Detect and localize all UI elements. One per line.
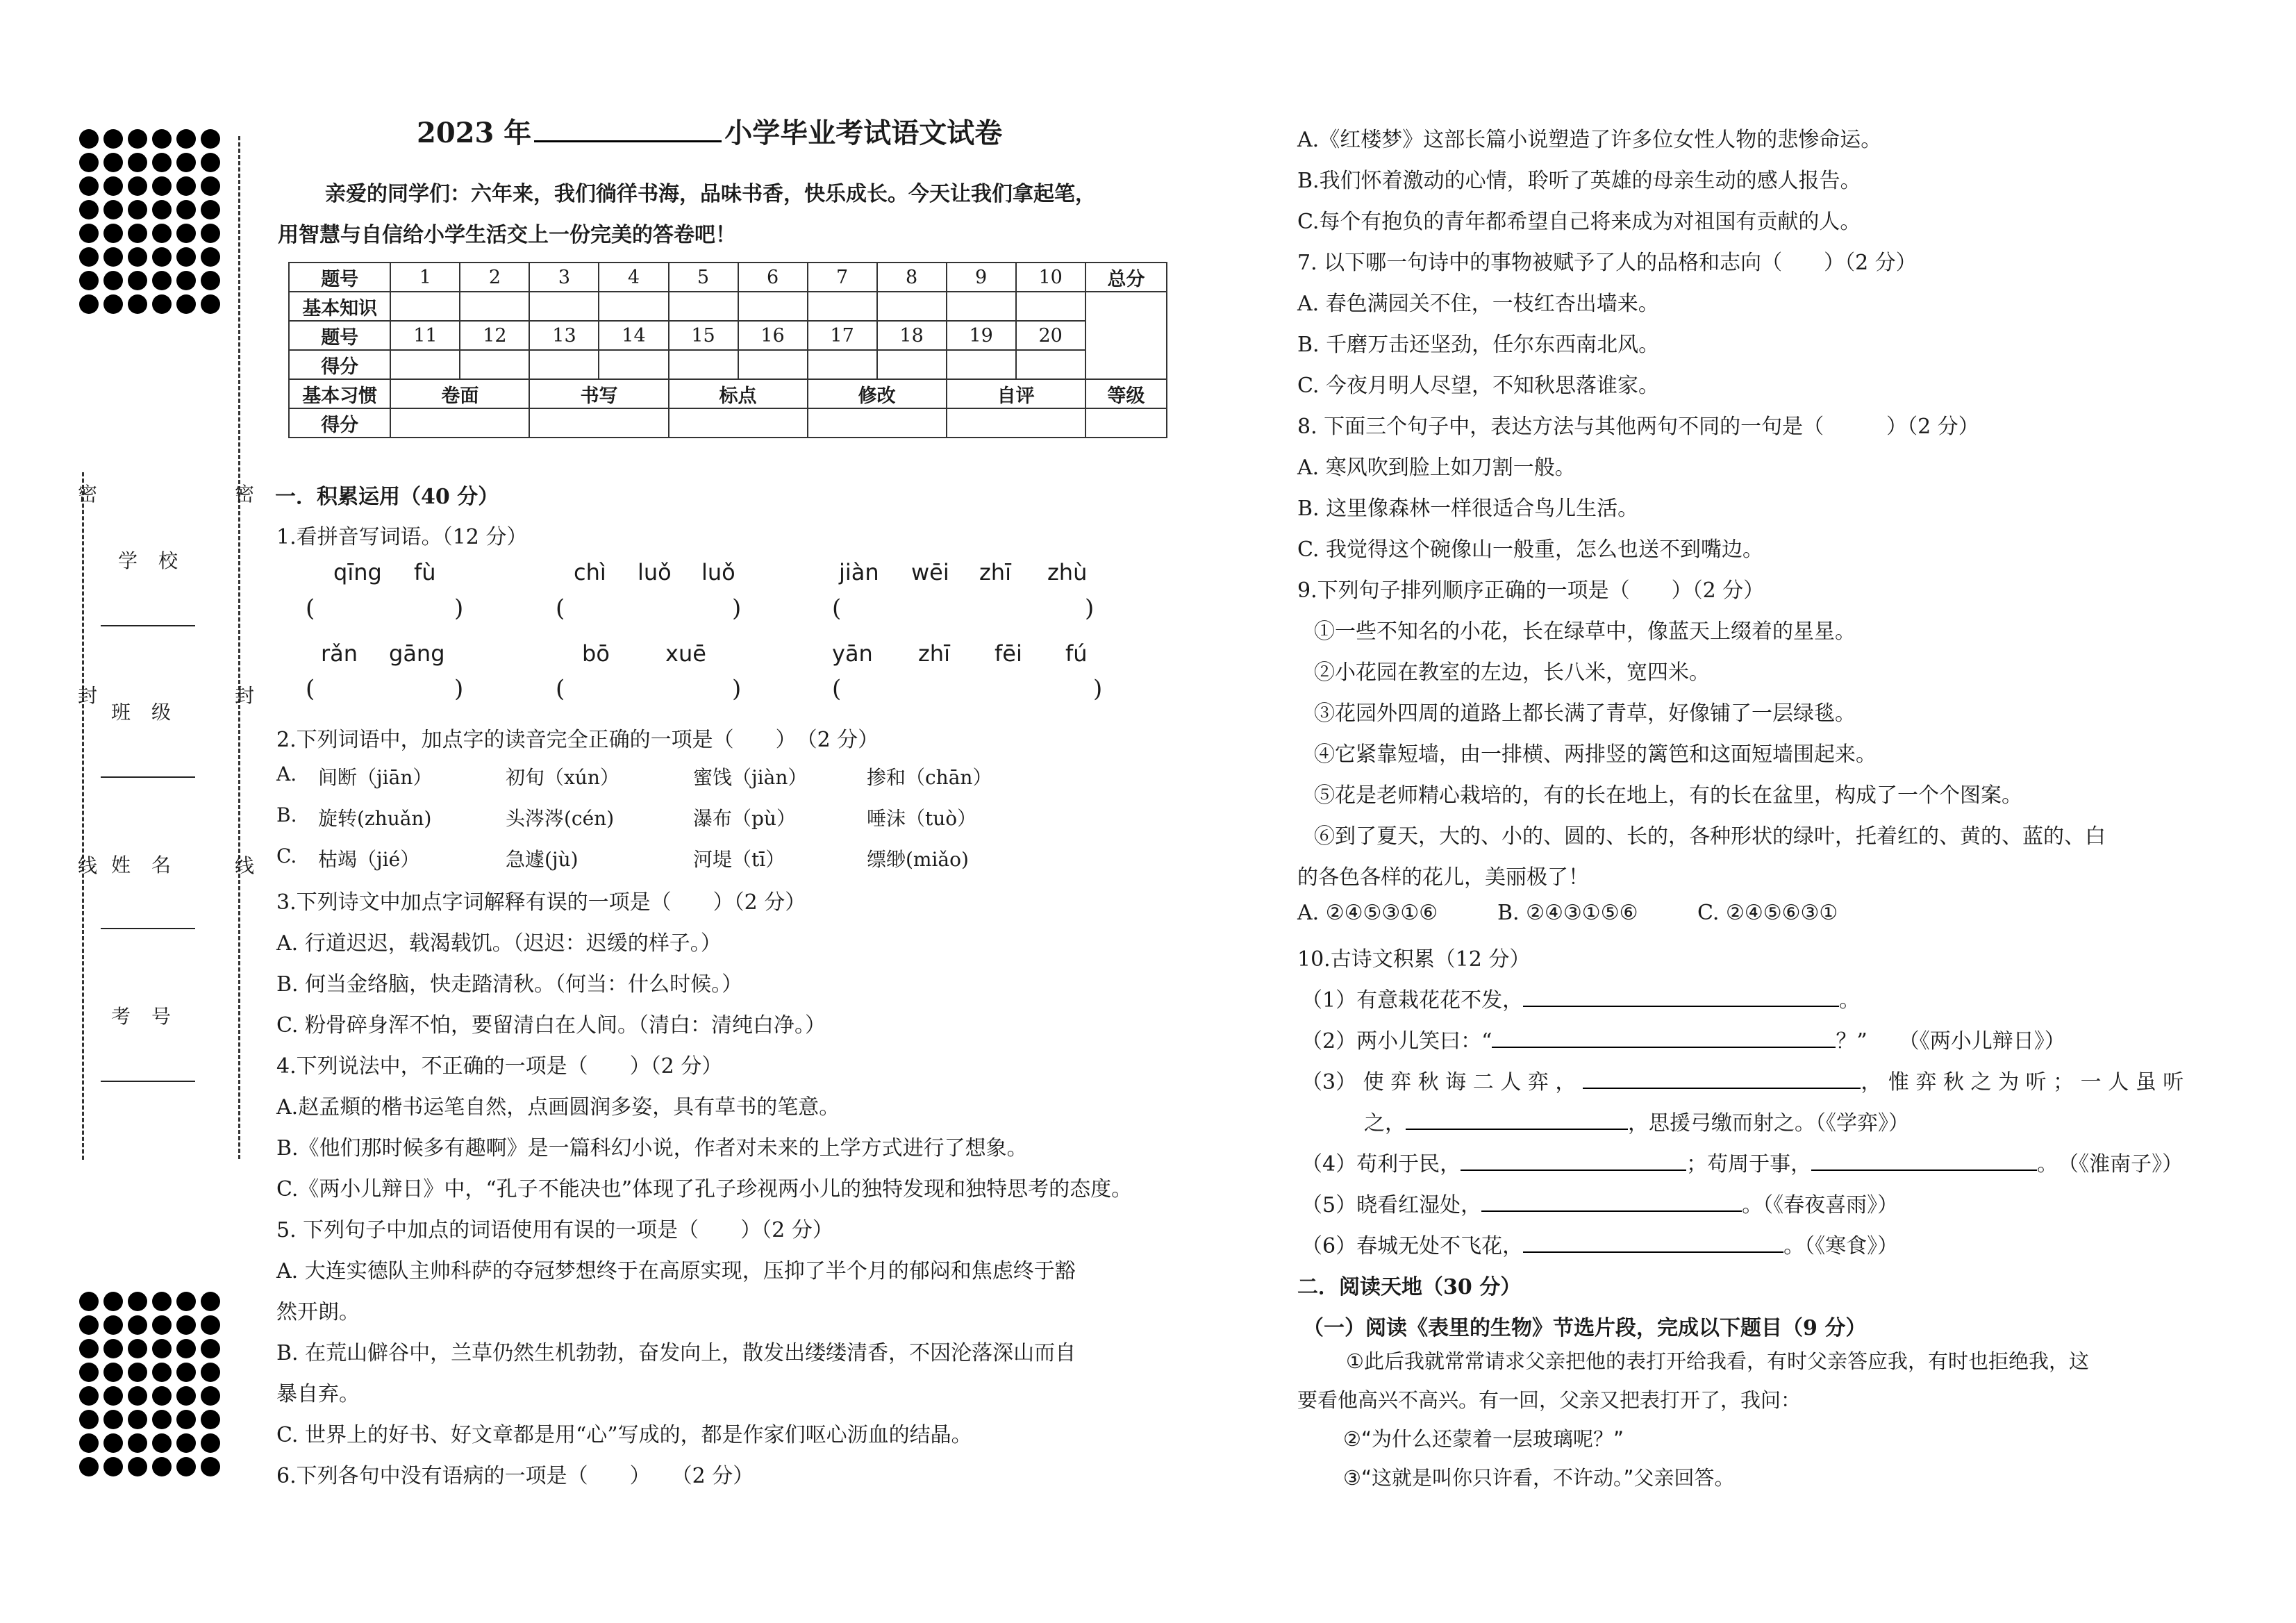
binding-dot [176, 294, 196, 314]
pinyin: zhī [979, 559, 1011, 585]
score-cell[interactable] [738, 350, 808, 379]
binding-dot [176, 1339, 196, 1358]
binding-dot [152, 1410, 172, 1429]
school-blank[interactable] [101, 625, 195, 626]
cell-q9: 9 [947, 263, 1016, 292]
seal-char-xian-inner: 线 [235, 854, 255, 877]
binding-dot [152, 129, 172, 149]
reading1-title: （一）阅读《表里的生物》节选片段，完成以下题目（9 分） [1303, 1316, 1867, 1340]
pinyin-answer-2[interactable] [569, 594, 729, 622]
q2-option-c: C. 枯竭（jié） 急遽(jù) 河堤（tī） 缥缈(miǎo) [276, 844, 969, 871]
class-blank[interactable] [101, 776, 195, 778]
pinyin: luǒ [638, 559, 672, 585]
score-row-4 [289, 350, 1167, 379]
q10-blank-2[interactable] [1492, 1027, 1836, 1048]
cell-q2: 2 [460, 263, 529, 292]
score-row-3 [289, 321, 1167, 350]
binding-dot [79, 129, 99, 149]
pinyin: fēi [995, 640, 1022, 667]
seal-char-xian: 线 [78, 854, 98, 877]
binding-dot [201, 247, 220, 267]
cell-q15: 15 [669, 321, 738, 350]
binding-dot [103, 1292, 123, 1311]
binding-dot [103, 1315, 123, 1335]
binding-dot [128, 153, 147, 172]
binding-dot [176, 1457, 196, 1476]
pinyin-answer-4[interactable] [319, 675, 451, 703]
q2-stem: 2.下列词语中，加点字的读音完全正确的一项是（ ） （2 分） [276, 728, 879, 752]
score-cell[interactable] [669, 408, 808, 438]
binding-dot [128, 176, 147, 196]
q10-line-6: （6）春城无处不飞花， 。（《寒食》） [1301, 1229, 1898, 1259]
q10-blank-8[interactable] [1523, 1232, 1783, 1253]
binding-dot [103, 294, 123, 314]
title-suffix: 小学毕业考试语文试卷 [724, 117, 1003, 149]
section2-title: 二．阅读天地（30 分） [1297, 1275, 1522, 1299]
seal-char-feng: 封 [78, 684, 98, 707]
cell-juanmian: 卷面 [390, 379, 529, 408]
q10-stem: 10.古诗文积累（12 分） [1297, 947, 1531, 972]
q5-option-c: C. 世界上的好书、好文章都是用“心”写成的，都是作家们呕心沥血的结晶。 [276, 1423, 972, 1447]
binding-dot [103, 129, 123, 149]
score-cell[interactable] [947, 408, 1085, 438]
cell-xiugai: 修改 [808, 379, 947, 408]
q9-option-a[interactable]: A. ②④⑤③①⑥ [1297, 901, 1438, 925]
q9-sentence-6-line1: ⑥到了夏天，大的、小的、圆的、长的，各种形状的绿叶，托着红的、黄的、蓝的、白 [1314, 824, 2106, 849]
seal-char-mi-inner: 密 [235, 483, 255, 506]
q10-blank-7[interactable] [1481, 1191, 1742, 1212]
pinyin: fú [1065, 640, 1088, 667]
score-cell[interactable] [390, 350, 460, 379]
binding-dot [201, 1315, 220, 1335]
binding-dot [201, 153, 220, 172]
binding-dot [152, 1386, 172, 1406]
binding-dot [128, 247, 147, 267]
cell-label-defen: 得分 [289, 350, 390, 379]
binding-dot [128, 1433, 147, 1453]
q7-option-c: C. 今夜月明人尽望，不知秋思落谁家。 [1297, 374, 1659, 398]
score-row-2 [289, 292, 1167, 321]
cell-q7: 7 [808, 263, 877, 292]
binding-dot [79, 1386, 99, 1406]
pinyin: zhī [918, 640, 950, 667]
score-row-1 [289, 263, 1167, 292]
binding-dot [201, 1410, 220, 1429]
q10-line-4: （4）苟利于民， ；苟周于事， 。 （《淮南子》） [1301, 1147, 2183, 1177]
binding-dash-line-inner [238, 136, 240, 1159]
q4-option-b: B.《他们那时候多有趣啊》是一篇科幻小说，作者对未来的上学方式进行了想象。 [276, 1136, 1028, 1160]
cell-q20: 20 [1016, 321, 1085, 350]
cell-q1: 1 [390, 263, 460, 292]
score-cell[interactable] [877, 292, 947, 321]
binding-dot [201, 224, 220, 243]
binding-dot [152, 176, 172, 196]
cell-q8: 8 [877, 263, 947, 292]
binding-dot [79, 1315, 99, 1335]
q5-option-a-line2: 然开朗。 [276, 1300, 360, 1324]
score-row-5 [289, 379, 1167, 408]
cell-total-label: 总分 [1085, 263, 1167, 292]
binding-dot [152, 1315, 172, 1335]
pinyin: xuē [665, 640, 706, 667]
cell-q17: 17 [808, 321, 877, 350]
cell-label-xiguan: 基本习惯 [289, 379, 390, 408]
binding-dot [103, 1386, 123, 1406]
binding-dot [103, 176, 123, 196]
binding-dot [176, 1386, 196, 1406]
cell-q6: 6 [738, 263, 808, 292]
pinyin: yān [832, 640, 873, 667]
binding-dot [152, 1433, 172, 1453]
pinyin: bō [582, 640, 610, 667]
intro-line-2: 用智慧与自信给小学生活交上一份完美的答卷吧！ [278, 223, 736, 247]
q9-options [1297, 901, 1838, 925]
cell-label-jiben: 基本知识 [289, 292, 390, 321]
q10-line-3: （3） 使 弈 秋 诲 二 人 弈 ， ， 惟 弈 秋 之 为 听 ； 一 人 虽 听 [1301, 1065, 2183, 1095]
binding-dot [79, 1410, 99, 1429]
intro-text [278, 174, 1174, 256]
score-cell[interactable] [460, 350, 529, 379]
q5-option-a-line1: A. 大连实德队主帅科萨的夺冠梦想终于在高原实现，压抑了半个月的郁闷和焦虑终于豁 [276, 1259, 1076, 1283]
school-label: 学校 [118, 549, 199, 572]
binding-dots-top [79, 129, 222, 314]
q9-sentence-1: ①一些不知名的小花，长在绿草中，像蓝天上缀着的星星。 [1314, 619, 1856, 644]
pinyin: gāng [389, 640, 445, 667]
binding-dot [103, 153, 123, 172]
exam-no-label: 考号 [111, 1005, 192, 1028]
binding-dot [152, 271, 172, 290]
binding-dot [103, 1339, 123, 1358]
binding-dot [152, 1339, 172, 1358]
seal-char-feng-inner: 封 [235, 684, 255, 707]
binding-dot [128, 224, 147, 243]
binding-dot [152, 1363, 172, 1382]
q9-sentence-3: ③花园外四周的道路上都长满了青草，好像铺了一层绿毯。 [1314, 701, 1856, 726]
score-cell[interactable] [460, 292, 529, 321]
binding-dot [201, 271, 220, 290]
cell-ziping: 自评 [947, 379, 1085, 408]
score-cell[interactable] [1016, 292, 1085, 321]
binding-dot [201, 1433, 220, 1453]
cell-label-tihao-2: 题号 [289, 321, 390, 350]
binding-dot [201, 1363, 220, 1382]
q7-option-b: B. 千磨万击还坚劲，任尔东西南北风。 [1297, 333, 1660, 357]
q7-stem: 7. 以下哪一句诗中的事物被赋予了人的品格和志向（ ）（2 分） [1297, 251, 1917, 275]
score-cell[interactable] [390, 292, 460, 321]
binding-dot [176, 200, 196, 219]
binding-dot [201, 200, 220, 219]
score-cell[interactable] [529, 350, 599, 379]
q10-line-5: （5）晓看红湿处， 。（《春夜喜雨》） [1301, 1188, 1898, 1218]
q5-option-b-line2: 暴自弃。 [276, 1382, 360, 1406]
q10-blank-6[interactable] [1811, 1150, 2037, 1171]
q3-option-a: A. 行道迟迟，载渴载饥。（迟迟：迟缓的样子。） [276, 931, 722, 956]
q9-sentence-5: ⑤花是老师精心栽培的，有的长在地上，有的长在盆里，构成了一个个图案。 [1314, 783, 2022, 808]
pinyin: zhù [1047, 559, 1088, 585]
q5-option-b-line1: B. 在荒山僻谷中，兰草仍然生机勃勃，奋发向上，散发出缕缕清香，不因沦落深山而自 [276, 1341, 1076, 1365]
title-year: 2023 年 [417, 117, 532, 149]
reading1-para1-line2: 要看他高兴不高兴。有一回，父亲又把表打开了，我问： [1297, 1388, 1802, 1412]
pinyin: jiàn [839, 559, 879, 585]
q10-line-3b: 之， ，思援弓缴而射之。（《学弈》） [1364, 1106, 1909, 1136]
binding-dot [103, 271, 123, 290]
score-cell[interactable] [1085, 408, 1167, 438]
binding-dot [128, 1339, 147, 1358]
q10-line-2: （2）两小儿笑曰：“ ？” （《两小儿辩日》） [1301, 1024, 2065, 1054]
page-title [417, 111, 1002, 151]
pinyin: chì [574, 559, 606, 585]
q4-option-c: C.《两小儿辩日》中，“孔子不能决也”体现了孔子珍视两小儿的独特发现和独特思考的态度。 [276, 1177, 1133, 1201]
q5-stem: 5. 下列句子中加点的词语使用有误的一项是（ ）（2 分） [276, 1218, 833, 1242]
score-cell[interactable] [808, 292, 877, 321]
binding-dot [201, 1457, 220, 1476]
exam-no-blank[interactable] [101, 1081, 195, 1082]
binding-dot [79, 200, 99, 219]
binding-dot [79, 271, 99, 290]
binding-dot [79, 1292, 99, 1311]
binding-dot [103, 1363, 123, 1382]
q3-option-b: B. 何当金络脑，快走踏清秋。（何当：什么时候。） [276, 972, 743, 997]
q4-stem: 4.下列说法中，不正确的一项是（ ）（2 分） [276, 1054, 723, 1079]
binding-dot [176, 1363, 196, 1382]
score-cell[interactable] [947, 292, 1016, 321]
q9-option-b[interactable]: B. ②④③①⑤⑥ [1497, 901, 1638, 925]
binding-dot [201, 1292, 220, 1311]
binding-dot [103, 200, 123, 219]
score-cell[interactable] [738, 292, 808, 321]
score-cell[interactable] [877, 350, 947, 379]
cell-dengji: 等级 [1085, 379, 1167, 408]
q8-option-b: B. 这里像森林一样很适合鸟儿生活。 [1297, 497, 1639, 521]
binding-dot [128, 1457, 147, 1476]
score-cell[interactable] [947, 350, 1016, 379]
name-label: 姓名 [111, 854, 192, 876]
cell-label-defen-2: 得分 [289, 408, 390, 438]
binding-dot [128, 1410, 147, 1429]
cell-label-tihao: 题号 [289, 263, 390, 292]
binding-dot [103, 224, 123, 243]
class-label: 班级 [111, 701, 192, 724]
cell-q10: 10 [1016, 263, 1085, 292]
pinyin-answer-1[interactable] [319, 594, 451, 622]
binding-dot [79, 1339, 99, 1358]
pinyin-answer-3[interactable] [846, 594, 1082, 622]
cell-q12: 12 [460, 321, 529, 350]
cell-q14: 14 [599, 321, 668, 350]
seal-char-mi: 密 [78, 483, 98, 506]
cell-biaodian: 标点 [669, 379, 808, 408]
cell-q16: 16 [738, 321, 808, 350]
binding-dot [176, 1292, 196, 1311]
pinyin: rǎn [321, 640, 358, 667]
intro-line-1: 亲爱的同学们：六年来，我们徜徉书海，品味书香，快乐成长。今天让我们拿起笔， [325, 182, 1096, 206]
score-cell[interactable] [529, 292, 599, 321]
cell-q13: 13 [529, 321, 599, 350]
binding-dot [152, 247, 172, 267]
name-blank[interactable] [101, 928, 195, 929]
binding-dot [201, 176, 220, 196]
binding-dot [103, 247, 123, 267]
q6-option-a: A.《红楼梦》这部长篇小说塑造了许多位女性人物的悲惨命运。 [1297, 128, 1882, 152]
reading1-para1-line1: ①此后我就常常请求父亲把他的表打开给我看，有时父亲答应我，有时也拒绝我，这 [1346, 1349, 2089, 1373]
pinyin-answer-5[interactable] [569, 675, 729, 703]
score-cell[interactable] [599, 292, 668, 321]
score-cell[interactable] [669, 292, 738, 321]
binding-dot [176, 271, 196, 290]
q1-stem: 1.看拼音写词语。（12 分） [276, 525, 528, 549]
q9-sentence-4: ④它紧靠短墙，由一排横、两排竖的篱笆和这面短墙围起来。 [1314, 742, 1877, 767]
q8-stem: 8. 下面三个句子中，表达方法与其他两句不同的一句是（ ）（2 分） [1297, 415, 1979, 439]
q10-blank-1[interactable] [1523, 986, 1839, 1007]
cell-q18: 18 [877, 321, 947, 350]
score-cell[interactable] [669, 350, 738, 379]
q4-option-a: A.赵孟頫的楷书运笔自然，点画圆润多姿，具有草书的笔意。 [276, 1095, 840, 1120]
binding-dot [79, 153, 99, 172]
binding-dot [152, 153, 172, 172]
cell-q5: 5 [669, 263, 738, 292]
score-table [288, 262, 1167, 438]
q2-option-a: A. 间断（jiān） 初旬（xún） 蜜饯（jiàn） 掺和（chān） [276, 763, 992, 789]
q10-blank-5[interactable] [1461, 1150, 1686, 1171]
binding-dot [201, 129, 220, 149]
q3-stem: 3.下列诗文中加点字词解释有误的一项是（ ）（2 分） [276, 890, 806, 915]
binding-dot [128, 1386, 147, 1406]
q10-blank-4[interactable] [1406, 1109, 1628, 1130]
binding-dot [128, 129, 147, 149]
score-cell[interactable] [1016, 350, 1085, 379]
q8-option-c: C. 我觉得这个碗像山一般重，怎么也送不到嘴边。 [1297, 538, 1763, 562]
cell-q11: 11 [390, 321, 460, 350]
binding-dot [176, 153, 196, 172]
binding-dot [103, 1410, 123, 1429]
total-score-cell[interactable] [1085, 292, 1167, 379]
binding-dot [152, 294, 172, 314]
q9-option-c[interactable]: C. ②④⑤⑥③① [1697, 901, 1838, 925]
score-cell[interactable] [808, 350, 877, 379]
cell-q4: 4 [599, 263, 668, 292]
q10-blank-3[interactable] [1583, 1068, 1861, 1089]
binding-dot [152, 1457, 172, 1476]
pinyin: wēi [911, 559, 949, 585]
binding-dot [176, 129, 196, 149]
binding-dot [176, 1433, 196, 1453]
binding-dot [176, 224, 196, 243]
binding-dots-bottom [79, 1292, 222, 1476]
reading1-para2: ②“为什么还蒙着一层玻璃呢？” [1343, 1427, 1624, 1451]
q7-option-a: A. 春色满园关不住，一枝红杏出墙来。 [1297, 292, 1659, 316]
score-cell[interactable] [808, 408, 947, 438]
pinyin: luǒ [701, 559, 735, 585]
binding-dot [152, 200, 172, 219]
binding-dot [201, 1339, 220, 1358]
binding-dot [79, 1433, 99, 1453]
reading1-para3: ③“这就是叫你只许看，不许动。”父亲回答。 [1343, 1466, 1735, 1490]
binding-dot [128, 1363, 147, 1382]
binding-dot [79, 176, 99, 196]
q9-stem: 9.下列句子排列顺序正确的一项是（ ）（2 分） [1297, 579, 1765, 603]
binding-dot [176, 1315, 196, 1335]
q6-option-b: B.我们怀着激动的心情，聆听了英雄的母亲生动的感人报告。 [1297, 169, 1861, 193]
binding-dot [201, 1386, 220, 1406]
q2-option-b: B. 旋转(zhuǎn) 头涔涔(cén) 瀑布（pù） 唾沫（tuò） [276, 804, 977, 830]
score-cell[interactable] [529, 408, 668, 438]
binding-dot [79, 1457, 99, 1476]
binding-dot [176, 176, 196, 196]
binding-dot [152, 1292, 172, 1311]
binding-dot [176, 247, 196, 267]
binding-dot [79, 294, 99, 314]
q6-stem: 6.下列各句中没有语病的一项是（ ） （2 分） [276, 1464, 754, 1488]
section1-title: 一．积累运用（40 分） [275, 485, 499, 509]
binding-dot [201, 294, 220, 314]
binding-dot [103, 1433, 123, 1453]
binding-dot [128, 1315, 147, 1335]
binding-dot [128, 271, 147, 290]
pinyin: qīng [333, 559, 382, 585]
binding-dot [79, 247, 99, 267]
binding-dot [128, 200, 147, 219]
title-school-blank[interactable] [534, 119, 722, 142]
binding-dot [79, 1363, 99, 1382]
score-cell[interactable] [599, 350, 668, 379]
q8-option-a: A. 寒风吹到脸上如刀割一般。 [1297, 456, 1576, 480]
score-row-6 [289, 408, 1167, 438]
q6-option-c: C.每个有抱负的青年都希望自己将来成为对祖国有贡献的人。 [1297, 210, 1861, 234]
binding-dash-line-outer [82, 472, 84, 1160]
binding-dot [103, 1457, 123, 1476]
binding-dot [79, 224, 99, 243]
binding-dot [128, 294, 147, 314]
binding-dot [176, 1410, 196, 1429]
q9-sentence-6-line2: 的各色各样的花儿，美丽极了！ [1297, 865, 1589, 890]
q9-sentence-2: ②小花园在教室的左边，长八米，宽四米。 [1314, 660, 1710, 685]
binding-dot [128, 1292, 147, 1311]
cell-q3: 3 [529, 263, 599, 292]
cell-shuxie: 书写 [529, 379, 668, 408]
q10-line-1: （1）有意栽花花不发， 。 [1301, 983, 1860, 1013]
pinyin: fù [414, 559, 436, 585]
pinyin-answer-6[interactable] [846, 675, 1089, 703]
binding-dot [152, 224, 172, 243]
score-cell[interactable] [390, 408, 529, 438]
q3-option-c: C. 粉骨碎身浑不怕，要留清白在人间。（清白：清纯白净。） [276, 1013, 826, 1038]
cell-q19: 19 [947, 321, 1016, 350]
